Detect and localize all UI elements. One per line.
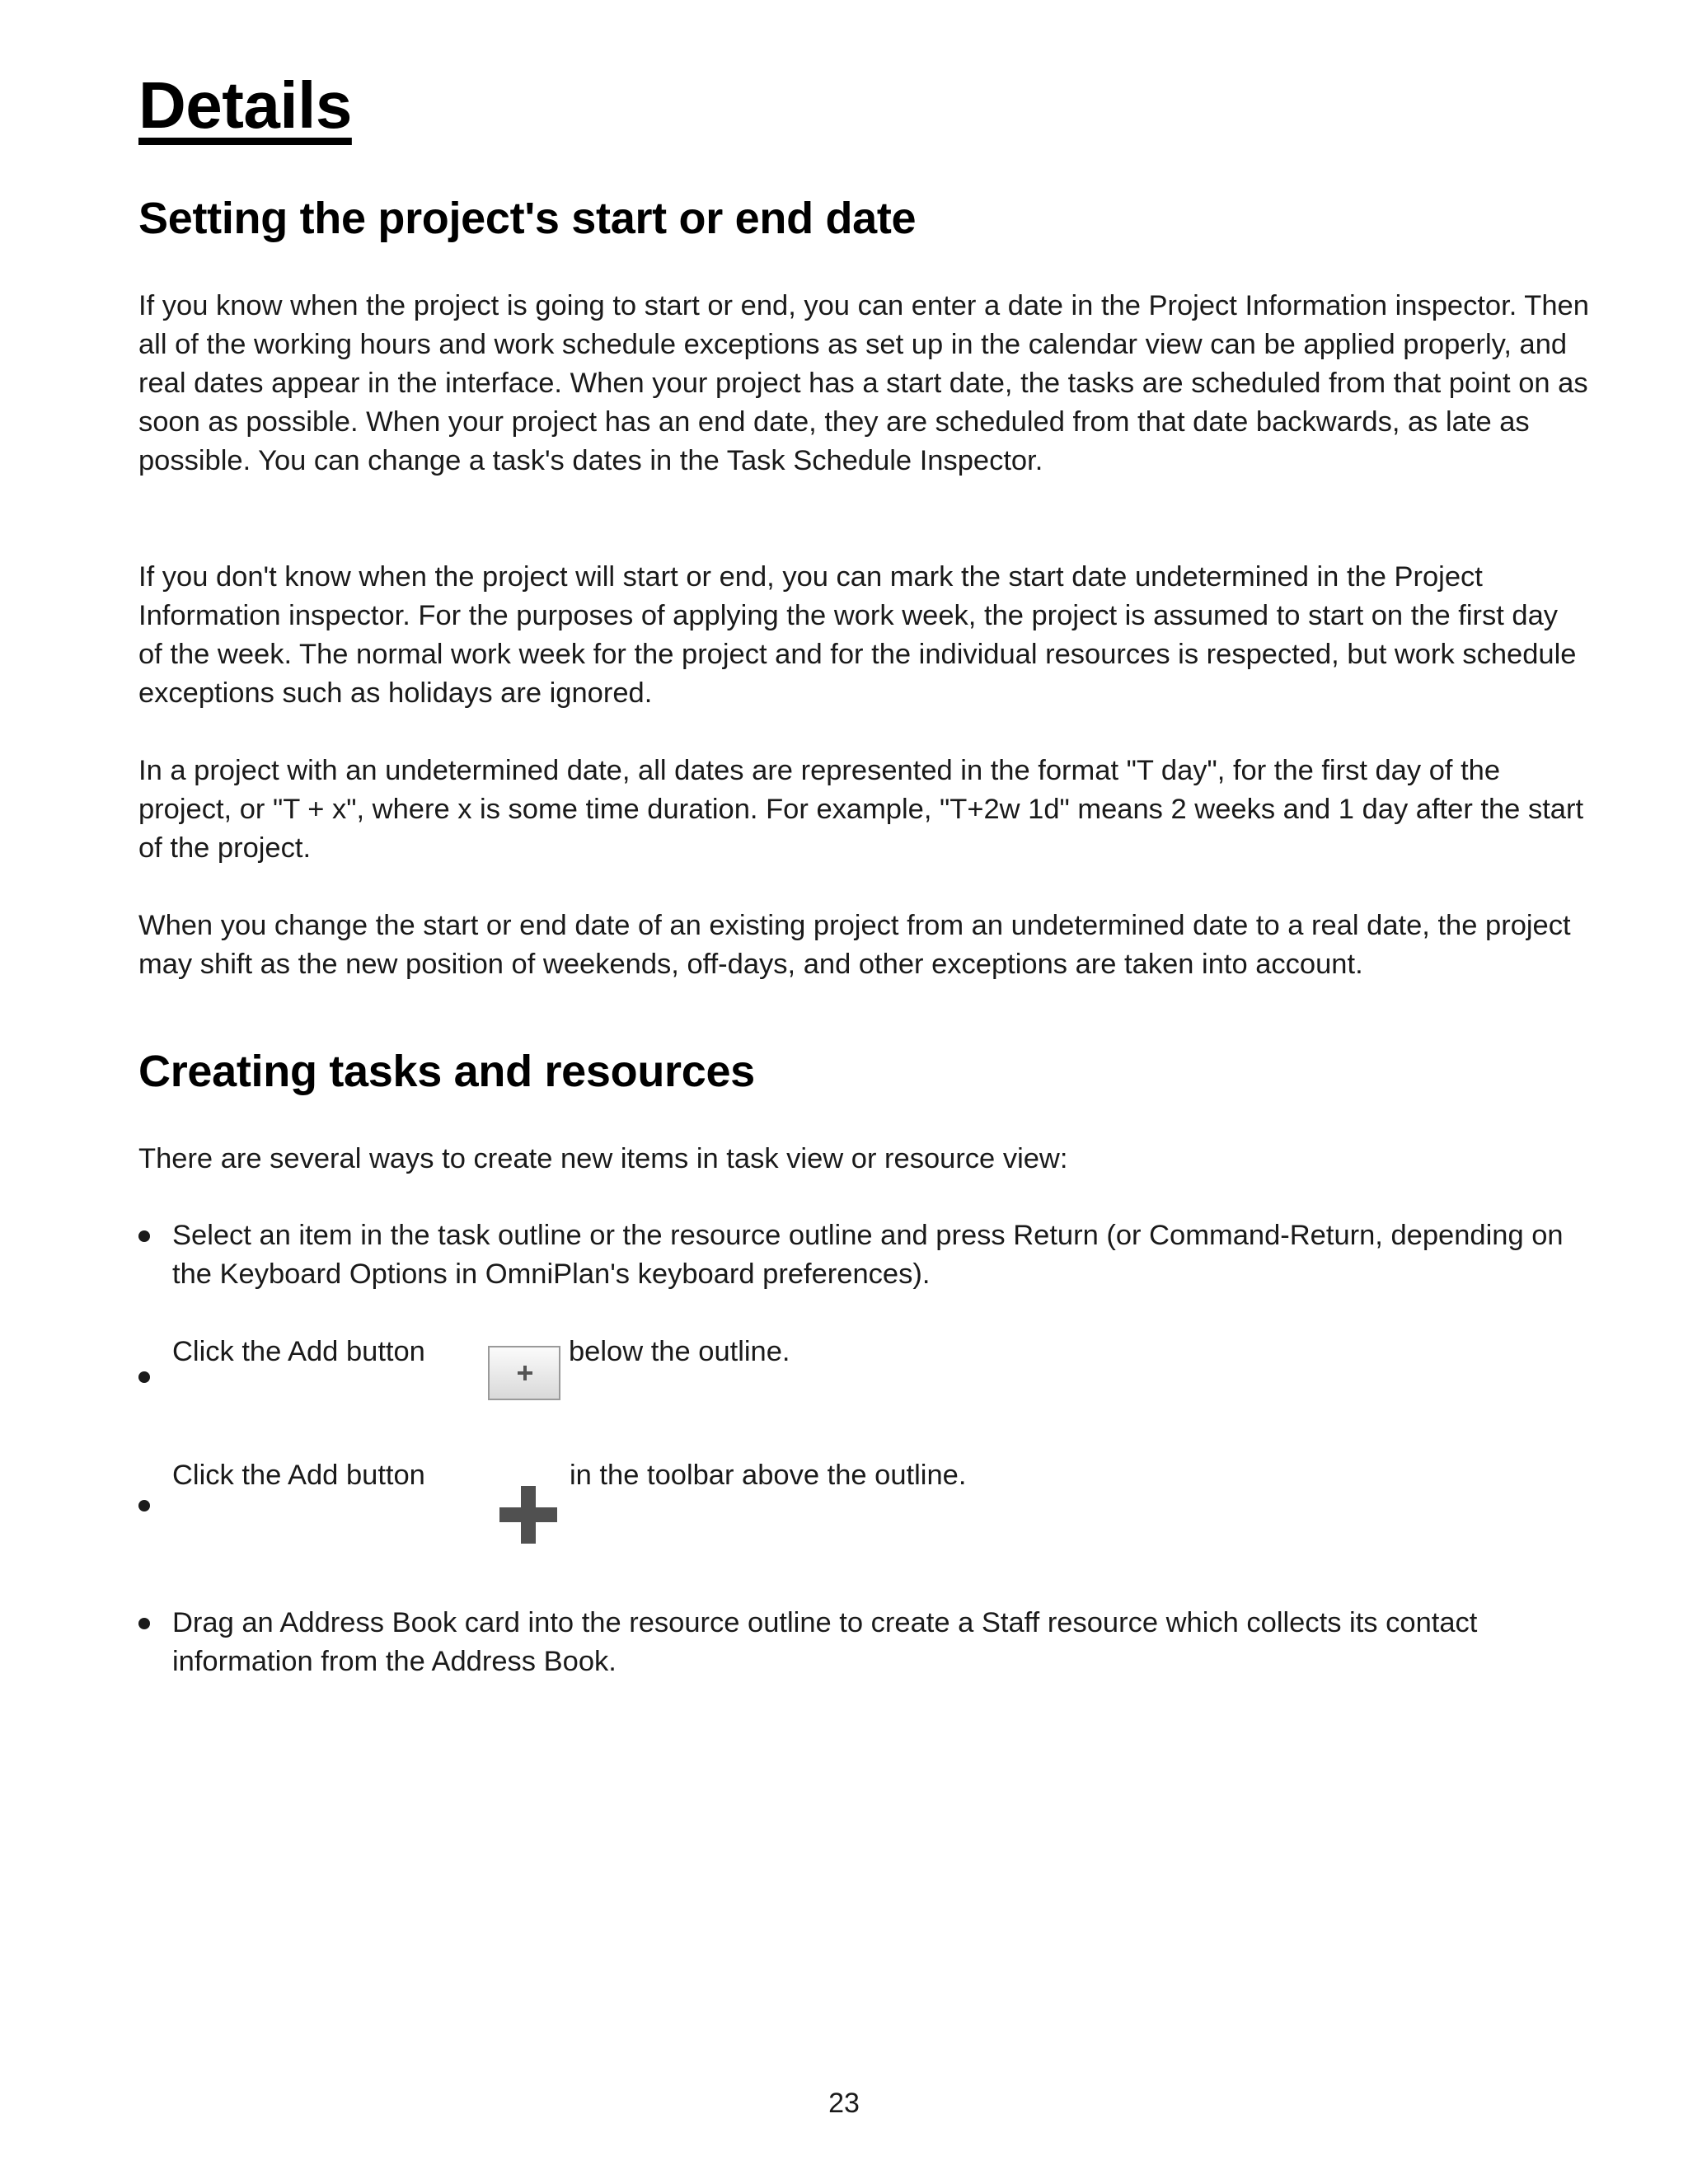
paragraph: If you don't know when the project will start or end, you can mark the start date undetermined in the Project Information inspector. For the purposes of applying the work week, the project is assumed to start on the first day of the week. The normal work week for the project and for the individual resources is respected, but work schedule exceptions such as holidays are ignored. [138,561,1577,709]
section-title-creating-tasks: Creating tasks and resources [138,1047,755,1096]
paragraph: If you know when the project is going to start or end, you can enter a date in the Project Information inspector. Then all of the working hours and work schedule exceptions as set up in the calendar view can be applied properly, and real dates appear in the interface. When your project has a start date, the tasks are scheduled from that point on as soon as possible. When your project has an end date, they are scheduled from that date backwards, as late as possible. You can change a task's dates in the Task Schedule Inspector. [138,290,1589,476]
list-item-text: Click the Add button [172,1336,425,1367]
page-number: 23 [828,2088,860,2119]
page-title: Details [138,68,352,142]
add-button-small-icon [488,1346,560,1400]
list-item-content [172,1456,1590,1547]
bullet-icon [138,1618,150,1629]
paragraph: In a project with an undetermined date, all dates are represented in the format "T day", for the first day of the project, or "T + x", where x is some time duration. For example, "T+2w 1d" means 2 weeks and 1 day after the start of the project. [138,755,1584,864]
paragraph: When you change the start or end date of an existing project from an undetermined date to a real date, the project may shift as the new position of weekends, off-days, and other exceptions are taken into account. [138,910,1571,980]
list-item-text: Select an item in the task outline or the resource outline and press Return (or Command-Return, depending on the Keyboard Options in OmniPlan's keyboard preferences). [172,1220,1564,1290]
list-item-text: in the toolbar above the outline. [570,1460,967,1491]
bullet-icon [138,1500,150,1511]
list-item-text: Click the Add button [172,1460,425,1491]
bullet-icon [138,1230,150,1242]
add-toolbar-plus-icon [499,1486,557,1544]
list-item-text: Drag an Address Book card into the resource outline to create a Staff resource which collects its contact information from the Address Book. [172,1607,1478,1677]
paragraph-intro: There are several ways to create new items in task view or resource view: [138,1143,1068,1174]
list-item-content [172,1333,1590,1407]
bullet-icon [138,1371,150,1383]
section-title-start-end-date: Setting the project's start or end date [138,194,917,243]
list-item-text: below the outline. [569,1336,790,1367]
